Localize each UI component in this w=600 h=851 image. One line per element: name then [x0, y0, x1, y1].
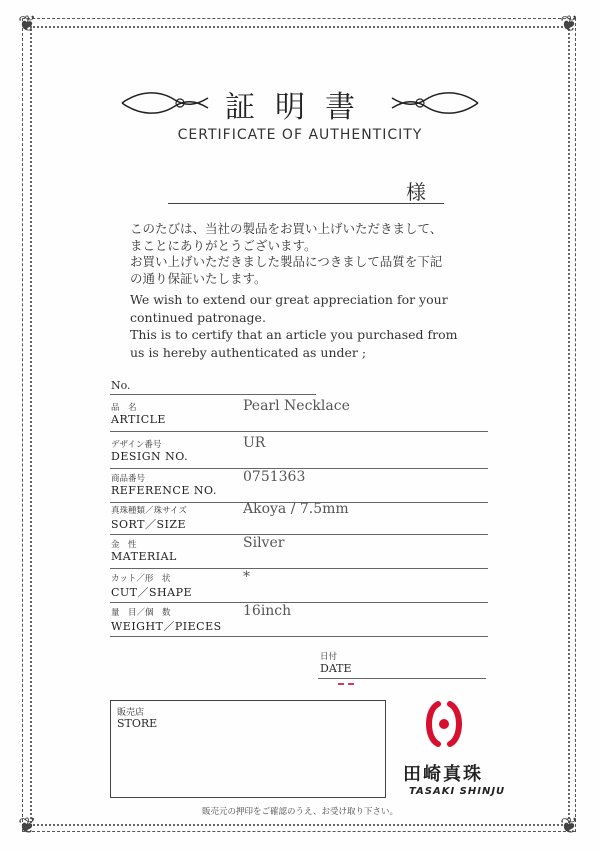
- message-en-line: This is to certify that an article you purchased from: [130, 327, 458, 342]
- field-value: *: [243, 569, 250, 585]
- brand-name-en: TASAKI SHINJU: [409, 786, 506, 797]
- date-field: [318, 650, 486, 679]
- field-row-sort-size: [110, 501, 488, 535]
- store-label-en: STORE: [117, 717, 158, 730]
- message-en: [130, 291, 490, 361]
- field-row-reference-no: [110, 469, 488, 503]
- field-label-en: REFERENCE NO.: [111, 484, 217, 497]
- field-label-jp: 金 性: [111, 540, 137, 550]
- store-box: [110, 700, 386, 798]
- field-row-material: [110, 535, 488, 569]
- field-row-cut-shape: [110, 569, 488, 603]
- field-value: Akoya / 7.5mm: [243, 501, 349, 517]
- field-label-en: WEIGHT／PIECES: [111, 620, 222, 633]
- message-jp-line: お買い上げいただきました製品につきまして品質を下記: [130, 254, 443, 269]
- message-en-line: continued patronage.: [130, 309, 266, 325]
- message-jp-line: まことにありがとうございます。: [130, 237, 317, 253]
- certificate-title-jp: [0, 82, 600, 126]
- corner-ornament-icon: ❦: [560, 12, 579, 37]
- field-value: Pearl Necklace: [243, 398, 350, 414]
- message-en-line: We wish to extend our great appreciation for your: [130, 292, 448, 307]
- field-label-en: MATERIAL: [111, 550, 177, 563]
- field-row-weight-pieces: [110, 603, 488, 637]
- date-label-jp: 日付: [320, 652, 338, 662]
- field-row-design-no: [110, 435, 488, 469]
- message-en-line: us is hereby authenticated as under ;: [130, 344, 367, 360]
- field-value: 0751363: [243, 469, 306, 485]
- date-label-en: DATE: [320, 662, 352, 675]
- field-label-en: DESIGN NO.: [111, 450, 189, 463]
- field-label-en: SORT／SIZE: [111, 518, 187, 531]
- recipient-honorific: 様: [406, 180, 426, 204]
- tasaki-logo-icon: [424, 700, 464, 748]
- certificate-title-en: CERTIFICATE OF AUTHENTICITY: [177, 127, 423, 143]
- field-row-article: [110, 398, 488, 432]
- number-field: [110, 378, 316, 395]
- field-label-jp: カット／形 状: [111, 574, 171, 584]
- message-jp: [130, 221, 490, 287]
- field-label-jp: デザイン番号: [111, 440, 162, 450]
- store-label-jp: 販売店: [117, 708, 145, 718]
- footer-note: 販売元の押印をご確認のうえ、お受け取り下さい。: [201, 807, 398, 817]
- number-label: No.: [111, 379, 131, 392]
- field-label-en: ARTICLE: [111, 413, 166, 426]
- field-value: UR: [243, 435, 266, 451]
- field-value: 16inch: [243, 603, 292, 619]
- corner-ornament-icon: ❦: [18, 814, 37, 839]
- corner-ornament-icon: ❦: [560, 814, 579, 839]
- message-jp-line: このたびは、当社の製品をお買い上げいただきまして、: [130, 221, 443, 236]
- corner-ornament-icon: ❦: [18, 12, 37, 37]
- stamp-mark: [338, 683, 354, 689]
- field-label-jp: 量 目／個 数: [111, 608, 171, 618]
- message-jp-line: の通り保証いたします。: [130, 270, 267, 286]
- brand-name-jp: 田崎真珠: [403, 764, 483, 785]
- title-jp-text: 証明書: [225, 90, 375, 125]
- field-label-jp: 品 名: [111, 403, 137, 413]
- field-label-jp: 真珠種類／珠サイズ: [111, 506, 187, 516]
- field-label-jp: 商品番号: [111, 474, 146, 484]
- recipient-line: [168, 203, 444, 204]
- field-value: Silver: [243, 535, 285, 551]
- field-label-en: CUT／SHAPE: [111, 586, 193, 599]
